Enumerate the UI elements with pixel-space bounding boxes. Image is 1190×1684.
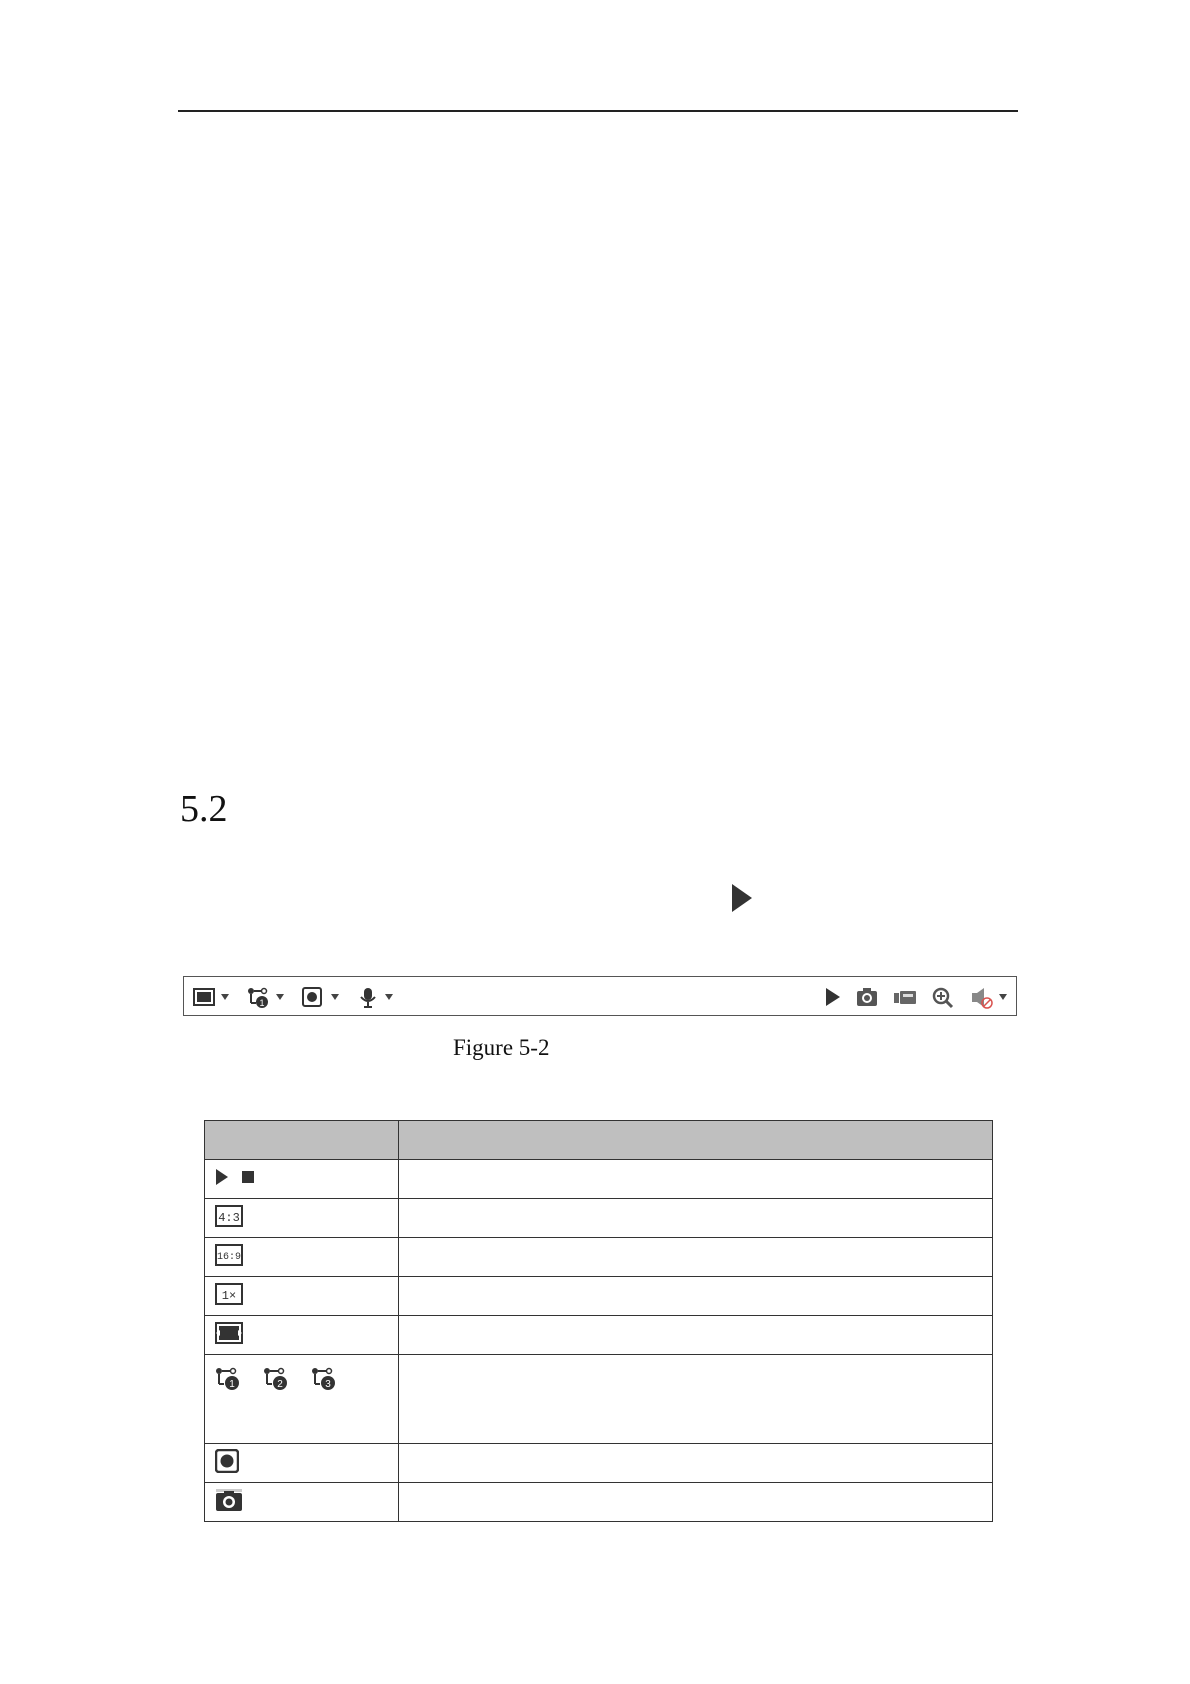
table-header-cell-icon bbox=[205, 1121, 399, 1160]
aspect-16-9-label: 16:9 bbox=[216, 1251, 242, 1263]
table-row bbox=[205, 1277, 993, 1316]
aspect-4-3-label: 4:3 bbox=[218, 1210, 240, 1225]
self-adaptive-icon bbox=[215, 1331, 243, 1348]
third-party-plugin-icon[interactable] bbox=[302, 987, 322, 1012]
table-cell-icon bbox=[205, 1160, 399, 1199]
play-icon[interactable] bbox=[825, 987, 841, 1012]
third-stream-icon bbox=[311, 1367, 337, 1396]
chevron-down-icon[interactable] bbox=[999, 994, 1007, 1000]
stream-number-label: 1 bbox=[229, 1379, 235, 1390]
table-header-cell-description bbox=[398, 1121, 992, 1160]
table-cell-icon bbox=[205, 1316, 399, 1355]
capture-icon bbox=[215, 1499, 243, 1516]
table-cell-description bbox=[398, 1160, 992, 1199]
svg-text:1: 1 bbox=[259, 998, 265, 1008]
table-cell-icon bbox=[205, 1444, 399, 1483]
stream-number-label: 3 bbox=[325, 1379, 331, 1390]
table-row bbox=[205, 1483, 993, 1522]
capture-icon[interactable] bbox=[856, 987, 878, 1012]
table-row bbox=[205, 1316, 993, 1355]
table-cell-icon bbox=[205, 1355, 399, 1444]
header-rule bbox=[178, 110, 1018, 112]
stream-number-label: 2 bbox=[277, 1379, 283, 1390]
play-icon bbox=[215, 1168, 229, 1191]
table-row bbox=[205, 1444, 993, 1483]
stream-type-icon[interactable] bbox=[247, 987, 271, 1014]
original-size-icon bbox=[215, 1288, 243, 1309]
third-party-plugin-icon bbox=[215, 1460, 239, 1477]
sub-stream-icon bbox=[263, 1367, 289, 1396]
table-cell-description bbox=[398, 1199, 992, 1238]
table-cell-icon bbox=[205, 1483, 399, 1522]
live-view-toolbar bbox=[183, 976, 1017, 1016]
section-number: 5.2 bbox=[180, 788, 228, 830]
table-cell-description bbox=[398, 1277, 992, 1316]
table-row bbox=[205, 1355, 993, 1444]
table-row bbox=[205, 1199, 993, 1238]
table-cell-description bbox=[398, 1444, 992, 1483]
table-cell-description bbox=[398, 1483, 992, 1522]
chevron-down-icon[interactable] bbox=[221, 994, 229, 1000]
figure-caption: Figure 5-2 bbox=[453, 1035, 550, 1060]
table-cell-description bbox=[398, 1355, 992, 1444]
icon-description-table bbox=[204, 1120, 993, 1522]
stop-icon bbox=[241, 1170, 255, 1189]
table-cell-description bbox=[398, 1238, 992, 1277]
full-screen-icon[interactable] bbox=[193, 987, 215, 1012]
inline-play-icon bbox=[732, 884, 752, 912]
table-row bbox=[205, 1238, 993, 1277]
chevron-down-icon[interactable] bbox=[385, 994, 393, 1000]
record-icon[interactable] bbox=[893, 987, 917, 1012]
digital-zoom-icon[interactable] bbox=[932, 987, 954, 1014]
table-cell-icon bbox=[205, 1238, 399, 1277]
chevron-down-icon[interactable] bbox=[276, 994, 284, 1000]
table-row bbox=[205, 1160, 993, 1199]
table-cell-icon bbox=[205, 1199, 399, 1238]
main-stream-icon bbox=[215, 1367, 241, 1396]
aspect-4-3-icon bbox=[215, 1210, 243, 1231]
original-size-label: 1× bbox=[221, 1288, 237, 1303]
table-cell-description bbox=[398, 1316, 992, 1355]
aspect-16-9-icon bbox=[215, 1253, 243, 1270]
table-header-row bbox=[205, 1121, 993, 1160]
chevron-down-icon[interactable] bbox=[331, 994, 339, 1000]
table-cell-icon bbox=[205, 1277, 399, 1316]
microphone-icon[interactable] bbox=[359, 987, 377, 1014]
audio-mute-icon[interactable] bbox=[971, 987, 993, 1014]
